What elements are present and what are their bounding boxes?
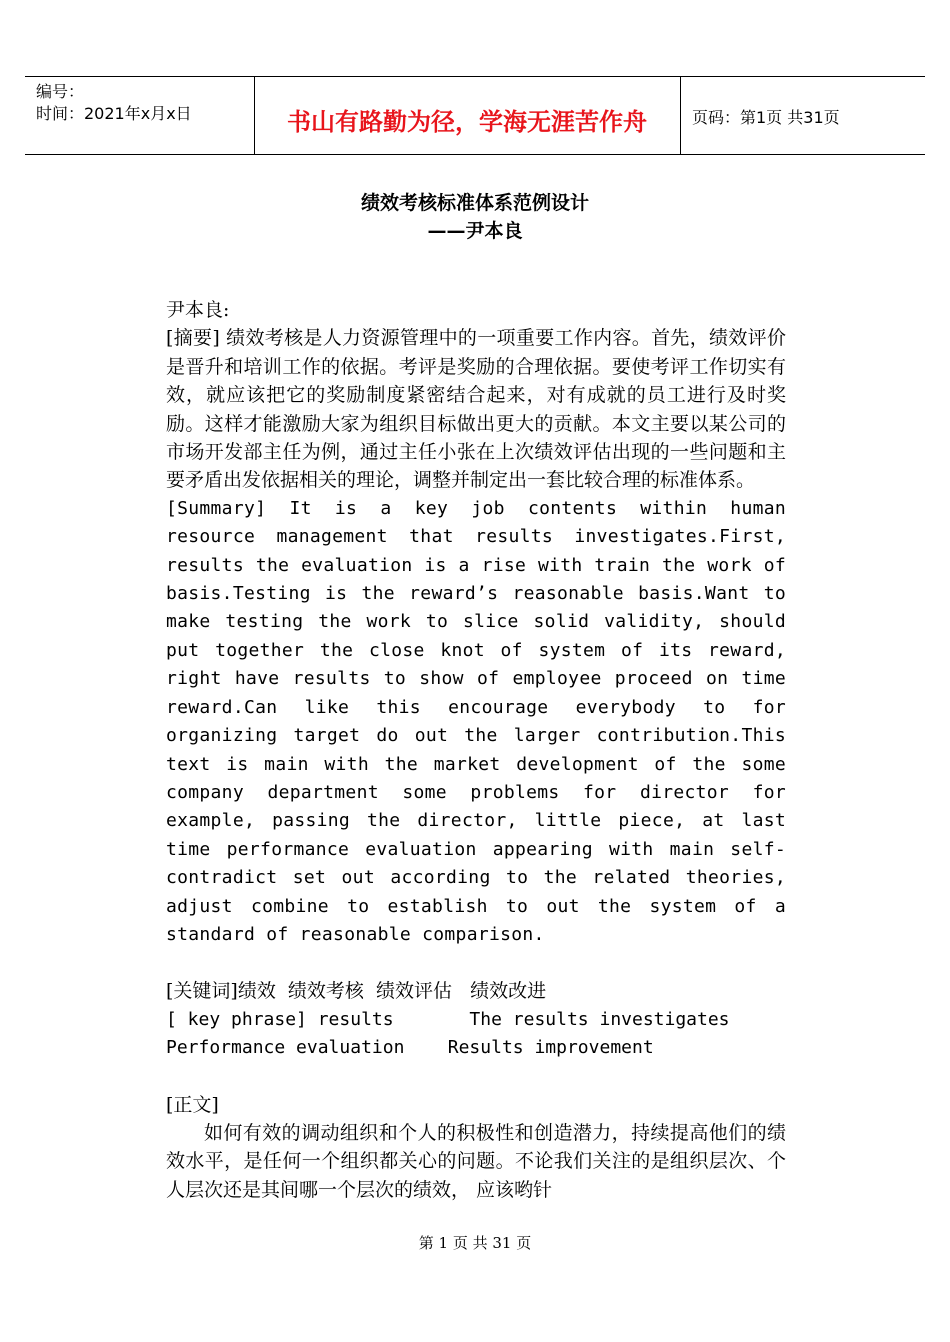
document-body (166, 296, 786, 1204)
header-divider-right (680, 76, 681, 154)
body-label: [正文] (166, 1093, 219, 1116)
header-bottom-rule (25, 154, 925, 155)
document-time-label: 时间：2021年x月x日 (36, 104, 192, 123)
document-number-label: 编号： (36, 82, 85, 101)
header-motto: 书山有路勤为径，学海无涯苦作舟 (287, 108, 647, 136)
page-footer: 第 1 页 共 31 页 (418, 1234, 532, 1252)
header-page-info: 页码：第1页 共31页 (692, 108, 840, 127)
abstract-chinese: [摘要] 绩效考核是人力资源管理中的一项重要工作内容。首先，绩效评价是晋升和培训工作的依据。考评是奖励的合理依据。要使考评工作切实有效，就应该把它的奖励制度紧密结合起来，对有成就的员工进行及时奖励。这样才能激励大家为组织目标做出更大的贡献。本文主要以某公司的市场开发部主任为例，通过主任小张在上次绩效评估出现的一些问题和主要矛盾出发依据相关的理论，调整并制定出一套比较合理的标准体系。 (166, 327, 786, 492)
author-line: 尹本良: (166, 299, 230, 321)
keywords-chinese: [关键词]绩效 绩效考核 绩效评估 绩效改进 (166, 980, 547, 1003)
keywords-english-line-1: [ key phrase] results The results investigates (166, 1008, 730, 1030)
document-title: 绩效考核标准体系范例设计 (360, 192, 589, 214)
keywords-english-line-2: Performance evaluation Results improvement (166, 1037, 654, 1059)
body-paragraph: 如何有效的调动组织和个人的积极性和创造潜力，持续提高他们的绩效水平，是任何一个组织都关心的问题。不论我们关注的是组织层次、个人层次还是其间哪一个层次的绩效， 应该哟针 (166, 1121, 786, 1201)
document-byline: ——尹本良 (427, 220, 523, 242)
abstract-english: [Summary] It is a key job contents within human resource management that results investigates.First, results the evaluation is a rise with train the work of basis.Testing is the reward’s reasonable basis.Want to make testing the work to slice solid validity, should put together the close knot of system of its reward, right have results to show of employee proceed on time reward.Can like this encourage everybody to for organizing target do out the larger contribution.This text is main with the market development of the some company department some problems for director for example, passing the director, little piece, at last time performance evaluation appearing with main self-contradict set out according to the related theories, adjust combine to establish to out the system of a standard of reasonable comparison. (166, 497, 786, 945)
header-top-rule (25, 76, 925, 77)
